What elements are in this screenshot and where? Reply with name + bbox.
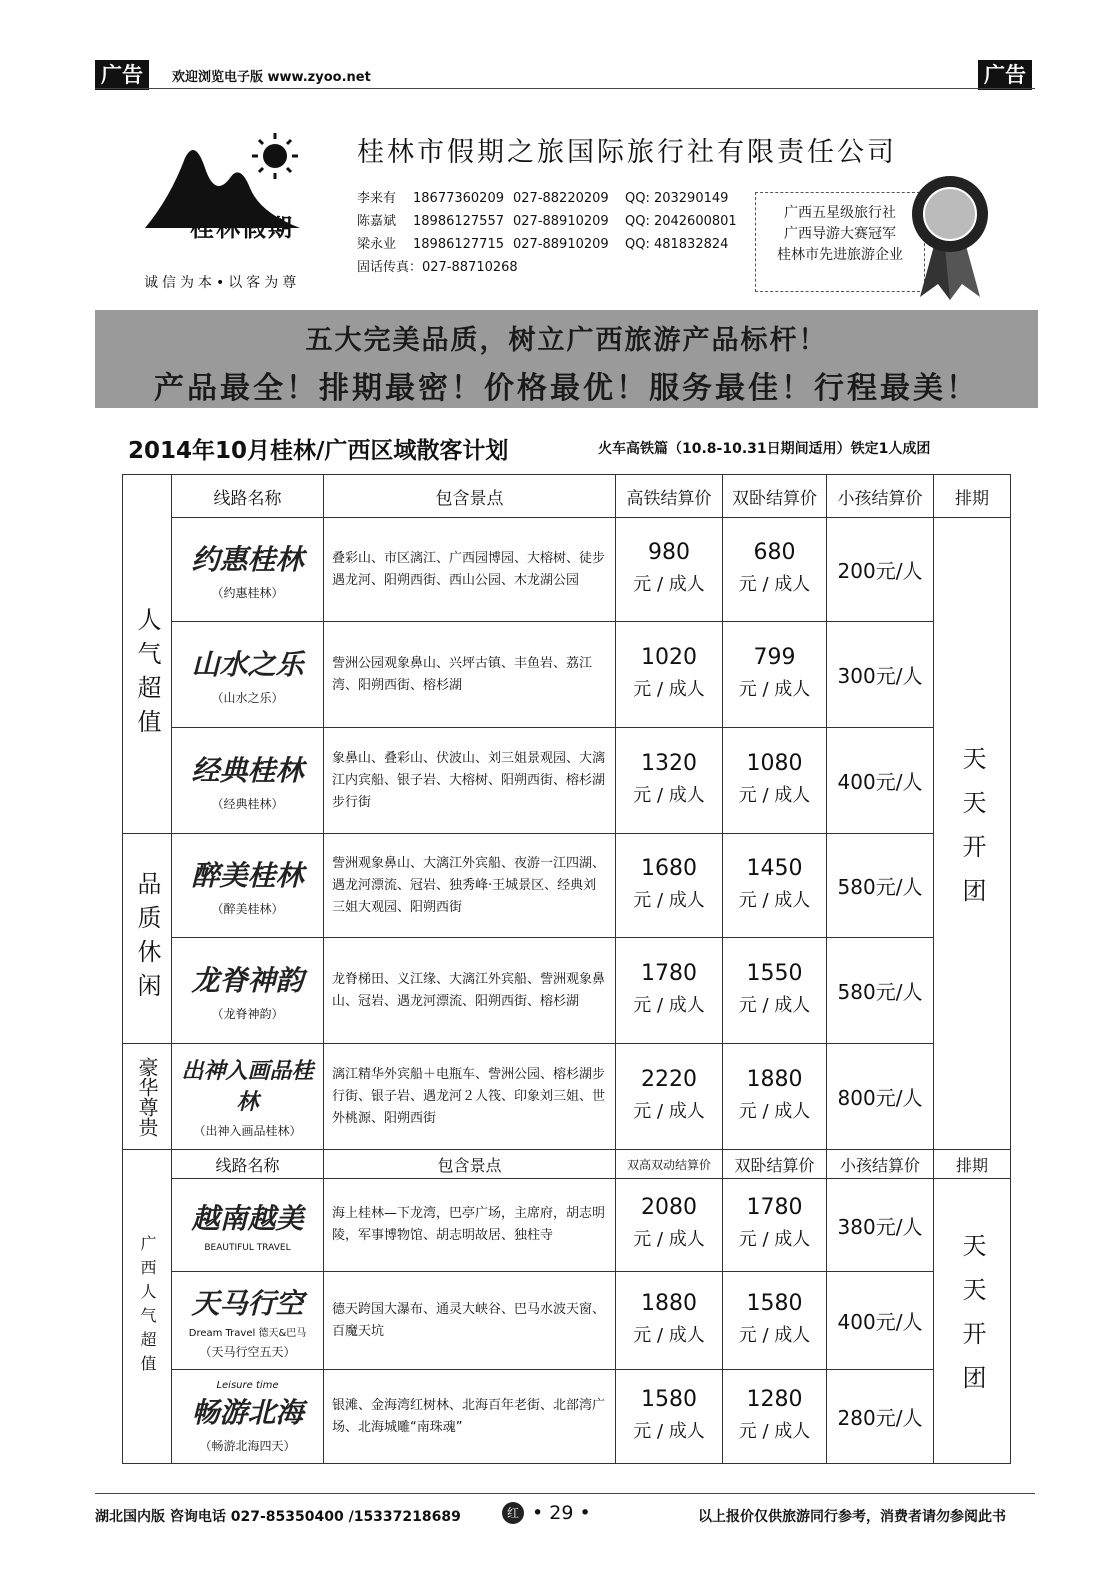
honor-item: 桂林市先进旅游企业 (777, 247, 903, 263)
child-price: 400元/人 (827, 728, 934, 834)
sleeper-price: 1280 元 / 成人 (723, 1370, 827, 1464)
page-number: • 29 • (532, 1502, 591, 1524)
sleeper-price: 1880 元 / 成人 (723, 1044, 827, 1150)
logo-name: 桂林假期 (190, 214, 294, 242)
route-logo: 山水之乐 （山水之乐） (172, 622, 324, 728)
welcome-text: 欢迎浏览电子版 www.zyoo.net (172, 70, 371, 85)
route-price-table (122, 474, 1011, 1464)
table-row (123, 728, 1011, 834)
col-header: 小孩结算价 (827, 1150, 934, 1179)
route-logo: 天马行空 Dream Travel 德天&巴马 （天马行空五天） (172, 1272, 324, 1370)
contact-row: 陈嘉斌 18986127557 027-88910209 QQ: 2042600801 (357, 214, 737, 229)
col-header: 高铁结算价 (616, 475, 723, 518)
train-price: 2080 元 / 成人 (616, 1179, 723, 1272)
child-price: 280元/人 (827, 1370, 934, 1464)
sleeper-price: 1580 元 / 成人 (723, 1272, 827, 1370)
route-logo: 出神入画品桂林 （出神入画品桂林） (172, 1044, 324, 1150)
route-spots: 海上桂林—下龙湾，巴亭广场，主席府，胡志明陵，军事博物馆、胡志明故居、独柱寺 (324, 1179, 616, 1272)
child-price: 580元/人 (827, 834, 934, 938)
table-header-2 (123, 1150, 1011, 1179)
train-price: 1020 元 / 成人 (616, 622, 723, 728)
col-header: 包含景点 (324, 1150, 616, 1179)
route-spots: 象鼻山、叠彩山、伏波山、刘三姐景观园、大漓江内宾船、银子岩、大榕树、阳朔西街、榕杉湖步行街 (324, 728, 616, 834)
col-header: 双卧结算价 (723, 475, 827, 518)
route-spots: 漓江精华外宾船＋电瓶车、訾洲公园、榕杉湖步行街、银子岩、遇龙河２人筏、印象刘三姐、世外桃源、阳朔西街 (324, 1044, 616, 1150)
schedule-cell: 天天开团 (934, 518, 1011, 1150)
category-cell: 品质休闲 (123, 834, 172, 1044)
child-price: 400元/人 (827, 1272, 934, 1370)
honor-item: 广西五星级旅行社 (784, 205, 896, 221)
award-medal-icon (910, 172, 990, 302)
honors-box (755, 192, 925, 292)
route-logo: 越南越美 BEAUTIFUL TRAVEL (172, 1179, 324, 1272)
sleeper-price: 680 元 / 成人 (723, 518, 827, 622)
col-header: 线路名称 (172, 1150, 324, 1179)
route-spots: 银滩、金海湾红树林、北海百年老街、北部湾广场、北海城雕“南珠魂” (324, 1370, 616, 1464)
table-row (123, 1179, 1011, 1272)
banner-line-2: 产品最全！排期最密！价格最优！服务最佳！行程最美！ (154, 371, 979, 406)
table-header (123, 475, 1011, 518)
train-price: 1880 元 / 成人 (616, 1272, 723, 1370)
ad-label-right: 广告 (978, 60, 1032, 90)
col-header: 排期 (934, 475, 1011, 518)
route-logo: Leisure time 畅游北海 （畅游北海四天） (172, 1370, 324, 1464)
header-rule (95, 88, 1035, 89)
sleeper-price: 1780 元 / 成人 (723, 1179, 827, 1272)
child-price: 580元/人 (827, 938, 934, 1044)
promo-banner (95, 310, 1038, 408)
route-logo: 经典桂林 （经典桂林） (172, 728, 324, 834)
train-price: 2220 元 / 成人 (616, 1044, 723, 1150)
footer-contact: 湖北国内版 咨询电话 027-85350400 /15337218689 (95, 1509, 461, 1525)
banner-line-1: 五大完美品质，树立广西旅游产品标杆！ (305, 325, 828, 356)
schedule-cell: 天天开团 (934, 1179, 1011, 1464)
footer-rule (95, 1493, 1035, 1494)
train-price: 1680 元 / 成人 (616, 834, 723, 938)
child-price: 380元/人 (827, 1179, 934, 1272)
slogan: 诚信为本•以客为尊 (144, 275, 301, 291)
col-header: 线路名称 (172, 475, 324, 518)
contact-row: 梁永业 18986127715 027-88910209 QQ: 481832824 (357, 237, 729, 252)
route-spots: 德天跨国大瀑布、通灵大峡谷、巴马水波天窗、百魔天坑 (324, 1272, 616, 1370)
col-header: 双卧结算价 (723, 1150, 827, 1179)
honor-item: 广西导游大赛冠军 (784, 226, 896, 242)
category-cell: 人气超值 (123, 518, 172, 834)
footer-badge: 红 (502, 1502, 524, 1524)
train-price: 1780 元 / 成人 (616, 938, 723, 1044)
category-cell: 广西人气超值 (123, 1150, 172, 1464)
sleeper-price: 1450 元 / 成人 (723, 834, 827, 938)
route-spots: 訾洲公园观象鼻山、兴坪古镇、丰鱼岩、荔江湾、阳朔西街、榕杉湖 (324, 622, 616, 728)
route-spots: 叠彩山、市区漓江、广西园博园、大榕树、徒步遇龙河、阳朔西街、西山公园、木龙湖公园 (324, 518, 616, 622)
plan-subtitle: 火车高铁篇（10.8-10.31日期间适用）铁定1人成团 (598, 441, 931, 457)
route-logo: 约惠桂林 （约惠桂林） (172, 518, 324, 622)
child-price: 300元/人 (827, 622, 934, 728)
col-header: 小孩结算价 (827, 475, 934, 518)
route-logo: 醉美桂林 （醉美桂林） (172, 834, 324, 938)
table-row (123, 1044, 1011, 1150)
table-row (123, 518, 1011, 622)
col-header: 双高双动结算价 (616, 1150, 723, 1179)
footer-disclaimer: 以上报价仅供旅游同行参考，消费者请勿参阅此书 (698, 1509, 1006, 1525)
train-price: 1580 元 / 成人 (616, 1370, 723, 1464)
ad-label-left: 广告 (95, 60, 149, 90)
contact-row: 李来有 18677360209 027-88220209 QQ: 203290149 (357, 191, 729, 206)
train-price: 1320 元 / 成人 (616, 728, 723, 834)
child-price: 200元/人 (827, 518, 934, 622)
fax: 固话传真：027-88710268 (357, 260, 518, 275)
table-row (123, 622, 1011, 728)
route-spots: 龙脊梯田、义江缘、大漓江外宾船、訾洲观象鼻山、冠岩、遇龙河漂流、阳朔西街、榕杉湖 (324, 938, 616, 1044)
table-row (123, 938, 1011, 1044)
sleeper-price: 1550 元 / 成人 (723, 938, 827, 1044)
table-row (123, 1272, 1011, 1370)
company-name: 桂林市假期之旅国际旅行社有限责任公司 (357, 137, 897, 168)
col-header: 包含景点 (324, 475, 616, 518)
table-row (123, 1370, 1011, 1464)
category-cell: 豪华尊贵 (123, 1044, 172, 1150)
route-spots: 訾洲观象鼻山、大漓江外宾船、夜游一江四湖、遇龙河漂流、冠岩、独秀峰·王城景区、经典刘三姐大观园、阳朔西街 (324, 834, 616, 938)
brand-logo (140, 128, 330, 291)
table-row (123, 834, 1011, 938)
col-header: 排期 (934, 1150, 1011, 1179)
train-price: 980 元 / 成人 (616, 518, 723, 622)
sleeper-price: 799 元 / 成人 (723, 622, 827, 728)
plan-title: 2014年10月桂林/广西区域散客计划 (128, 438, 509, 464)
contact-list (357, 187, 737, 279)
child-price: 800元/人 (827, 1044, 934, 1150)
sleeper-price: 1080 元 / 成人 (723, 728, 827, 834)
route-logo: 龙脊神韵 （龙脊神韵） (172, 938, 324, 1044)
